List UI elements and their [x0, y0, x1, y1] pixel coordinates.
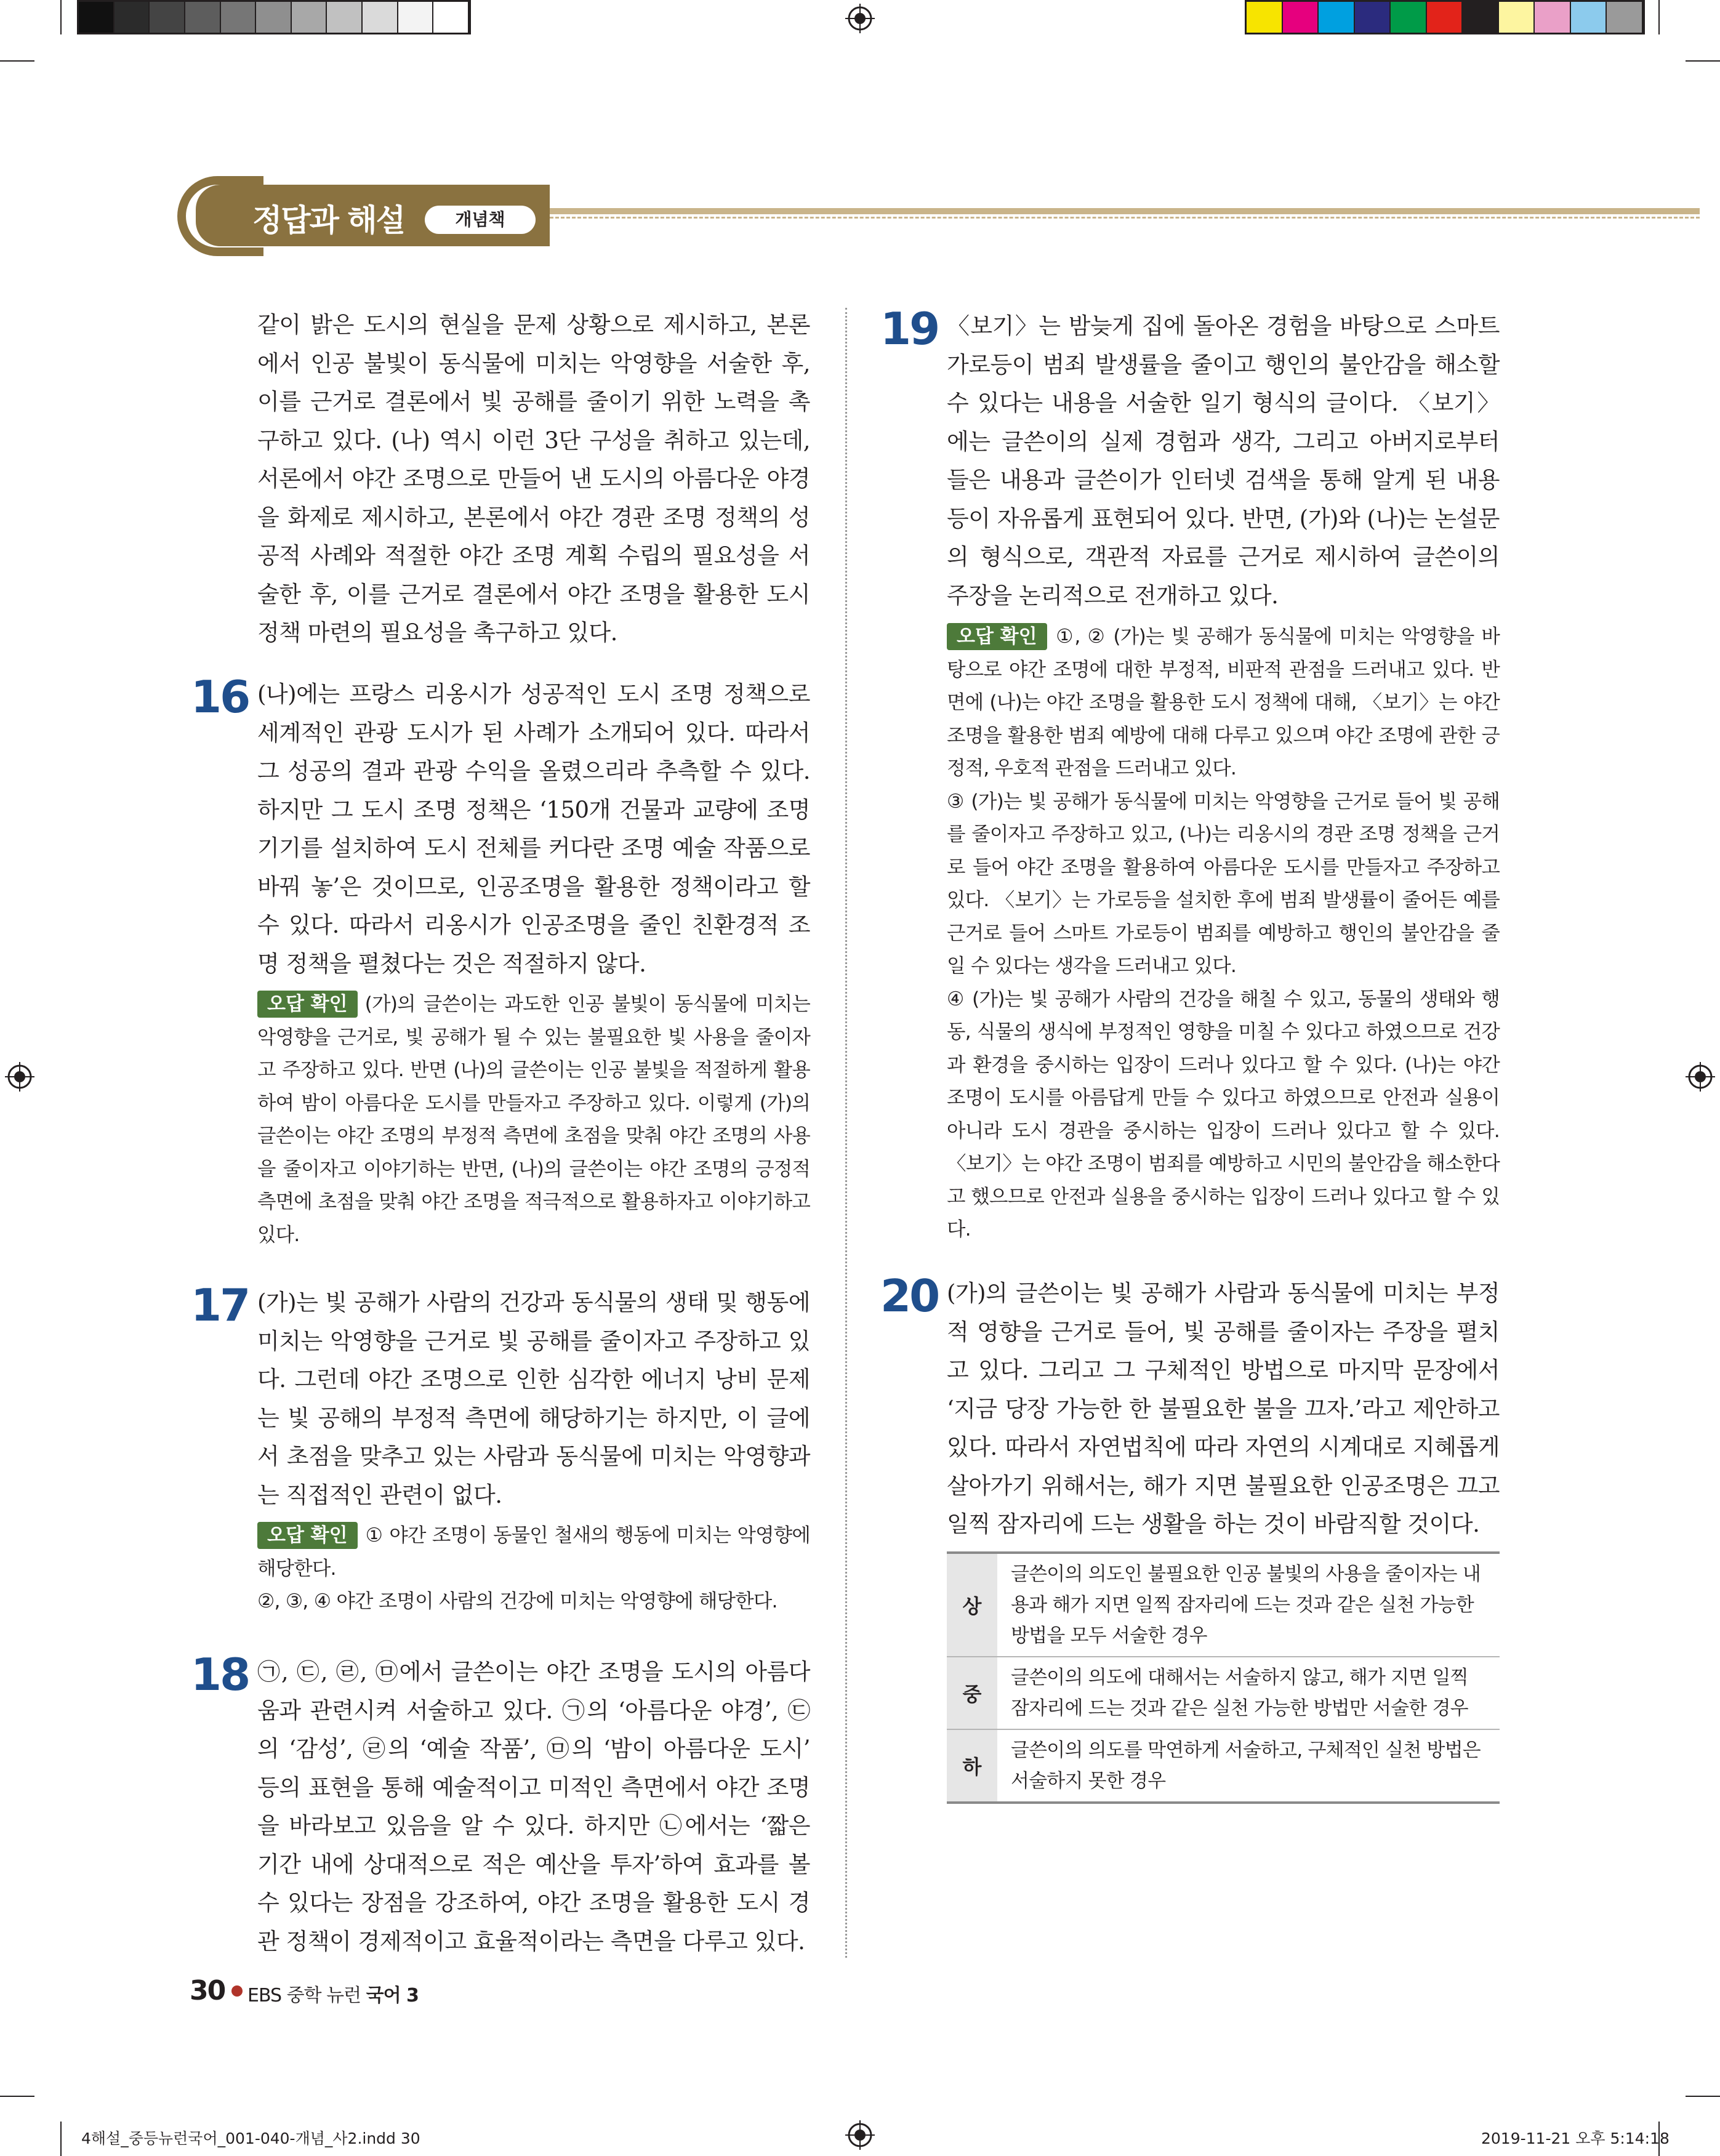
crop-mark — [1658, 0, 1660, 34]
wrong-check-text: ④ (가)는 빛 공해가 사람의 건강을 해칠 수 있고, 동물의 생태와 행동, 식물의 생식에 부정적인 영향을 미칠 수 있다고 하였으므로 건강과 환경을 중시하는 입장이 드러나 있다고 할 수 있다. (나)는 야간 조명이 도시를 아름답게 만들 수 있다고 하였으므로 안전과 실용이 아니라 도시 경관을 중시하는 입장이 드러나 있다고 할 수 있다. 〈보기〉는 야간 조명이 범죄를 예방하고 시민의 불안감을 해소한다고 했으므로 안전과 실용을 중시하는 입장이 드러나 있다고 할 수 있다. — [947, 987, 1500, 1241]
question-number-16: 16 — [191, 671, 249, 723]
rubric-row — [947, 1553, 1500, 1657]
calibration-swatch — [433, 2, 469, 33]
calibration-swatch — [79, 2, 115, 33]
calibration-swatch — [327, 2, 363, 33]
book-title — [247, 1980, 419, 2007]
answer-19: 〈보기〉는 밤늦게 집에 돌아온 경험을 바탕으로 스마트 가로등이 범죄 발생률을 줄이고 행인의 불안감을 해소할 수 있다는 내용을 서술한 일기 형식의 글이다. 〈보기〉에는 글쓴이의 실제 경험과 생각, 그리고 아버지로부터 들은 내용과 글쓴이가 인터넷 검색을 통해 알게 된 내용 등이 자유롭게 표현되어 있다. 반면, (가)와 (나)는 논설문의 형식으로, 객관적 자료를 근거로 제시하여 글쓴이의 주장을 논리적으로 전개하고 있다. — [947, 313, 1500, 609]
calibration-swatch — [1499, 2, 1535, 33]
rubric-row — [947, 1657, 1500, 1729]
registration-target-icon — [1686, 1062, 1715, 1092]
registration-target-icon — [845, 4, 875, 33]
wrong-check-text: ②, ③, ④ 야간 조명이 사람의 건강에 미치는 악영향에 해당한다. — [257, 1590, 778, 1612]
slug-file-info: 4해설_중등뉴런국어_001-040-개념_사2.indd 30 — [81, 2130, 420, 2147]
calibration-swatch — [1535, 2, 1571, 33]
question-number-18: 18 — [191, 1649, 249, 1700]
question-number-20: 20 — [880, 1270, 939, 1322]
wrong-check-badge: 오답 확인 — [257, 1522, 358, 1549]
wrong-check-text: ①, ② (가)는 빛 공해가 동식물에 미치는 악영향을 바탕으로 야간 조명에 대한 부정적, 비판적 관점을 드러내고 있다. 반면에 (나)는 야간 조명을 활용한 도시 정책에 대해, 〈보기〉는 야간 조명을 활용한 범죄 예방에 대해 다루고 있으며 야간 조명에 관한 긍정적, 우호적 관점을 드러내고 있다. — [947, 625, 1500, 779]
color-calibration-strip — [1245, 0, 1645, 34]
rubric-description: 글쓴이의 의도인 불필요한 인공 불빛의 사용을 줄이자는 내용과 해가 지면 일찍 잠자리에 드는 것과 같은 실천 가능한 방법을 모두 서술한 경우 — [1011, 1563, 1481, 1647]
wrong-check-text: (가)의 글쓴이는 과도한 인공 불빛이 동식물에 미치는 악영향을 근거로, 빛 공해가 될 수 있는 불필요한 빛 사용을 줄이자고 주장하고 있다. 반면 (나)의 글쓴이는 인공 불빛을 적절하게 활용하여 밤이 아름다운 도시를 만들자고 주장하고 있다. 이렇게 (가)의 글쓴이는 야간 조명의 부정적 측면에 초점을 맞춰 야간 조명의 사용을 줄이자고 이야기하는 반면, (나)의 글쓴이는 야간 조명의 긍정적 측면에 초점을 맞춰 야간 조명을 적극적으로 활용하자고 이야기하고 있다. — [257, 993, 810, 1246]
wrong-check-text: ① 야간 조명이 동물인 철새의 행동에 미치는 악영향에 해당한다. — [257, 1524, 810, 1580]
answer-20: (가)의 글쓴이는 빛 공해가 사람과 동식물에 미치는 부정적 영향을 근거로 들어, 빛 공해를 줄이자는 주장을 펼치고 있다. 그리고 그 구체적인 방법으로 마지막 문장에서 ‘지금 당장 가능한 한 불필요한 불을 끄자.’라고 제안하고 있다. 따라서 자연법칙에 따라 자연의 시계대로 지혜롭게 살아가기 위해서는, 해가 지면 불필요한 인공조명은 끄고 일찍 잠자리에 드는 생활을 하는 것이 바람직할 것이다. — [947, 1280, 1500, 1537]
section-title: 정답과 해설 — [252, 203, 404, 238]
wrong-check-text: ③ (가)는 빛 공해가 동식물에 미치는 악영향을 근거로 들어 빛 공해를 줄이자고 주장하고 있고, (나)는 리옹시의 경관 조명 정책을 근거로 들어 야간 조명을 활용하여 아름다운 도시를 만들자고 주장하고 있다. 〈보기〉는 가로등을 설치한 후에 범죄 발생률이 줄어든 예를 근거로 들어 스마트 가로등이 범죄를 예방하고 행인의 불안감을 줄일 수 있다는 생각을 드러내고 있다. — [947, 790, 1500, 977]
calibration-swatch — [256, 2, 292, 33]
wrong-check-badge: 오답 확인 — [257, 991, 358, 1018]
rubric-description: 글쓴이의 의도에 대해서는 서술하지 않고, 해가 지면 일찍 잠자리에 드는 것과 같은 실천 가능한 방법만 서술한 경우 — [997, 1657, 1500, 1729]
rubric-level: 중 — [947, 1657, 997, 1729]
calibration-swatch — [150, 2, 185, 33]
wrong-check-16 — [257, 988, 810, 1252]
crop-mark — [0, 2096, 34, 2097]
calibration-swatch — [1427, 2, 1463, 33]
crop-mark — [1686, 2096, 1720, 2097]
rubric-level: 상 — [947, 1553, 997, 1657]
book-badge: 개념책 — [425, 206, 536, 234]
question-number-19: 19 — [880, 303, 939, 355]
answer-16: (나)에는 프랑스 리옹시가 성공적인 도시 조명 정책으로 세계적인 관광 도시가 된 사례가 소개되어 있다. 따라서 그 성공의 결과 관광 수익을 올렸으리라 추측할 수 있다. 하지만 그 도시 조명 정책은 ‘150개 건물과 교량에 조명 기기를 설치하여 도시 전체를 커다란 조명 예술 작품으로 바꿔 놓’은 것이므로, 인공조명을 활용한 정책이라고 할 수 있다. 따라서 리옹시가 인공조명을 줄인 친환경적 조명 정책을 펼쳤다는 것은 적절하지 않다. — [257, 681, 810, 977]
book-title-subject: 국어 3 — [366, 1985, 419, 2006]
answer-18: ㉠, ㉢, ㉣, ㉤에서 글쓴이는 야간 조명을 도시의 아름다움과 관련시켜 서술하고 있다. ㉠의 ‘아름다운 야경’, ㉢의 ‘감성’, ㉣의 ‘예술 작품’, ㉤의 ‘밤이 아름다운 도시’ 등의 표현을 통해 예술적이고 미적인 측면에서 야간 조명을 바라보고 있음을 알 수 있다. 하지만 ㉡에서는 ‘짧은 기간 내에 상대적으로 적은 예산을 투자’하여 효과를 볼 수 있다는 장점을 강조하여, 야간 조명을 활용한 도시 경관 정책이 경제적이고 효율적이라는 측면을 다루고 있다. — [257, 1659, 810, 1955]
registration-target-icon — [5, 1062, 34, 1092]
header-rule — [550, 208, 1700, 214]
grayscale-calibration-strip — [77, 0, 471, 34]
calibration-swatch — [1391, 2, 1427, 33]
calibration-swatch — [1319, 2, 1355, 33]
book-title-prefix: EBS 중학 뉴런 — [247, 1985, 361, 2006]
rubric-level: 하 — [947, 1729, 997, 1803]
calibration-swatch — [1463, 2, 1499, 33]
calibration-swatch — [292, 2, 328, 33]
crop-mark — [1686, 60, 1720, 62]
slug-datetime: 2019-11-21 오후 5:14:18 — [1481, 2130, 1670, 2147]
calibration-swatch — [115, 2, 150, 33]
bullet-dot-icon — [231, 1985, 243, 1997]
calibration-swatch — [1607, 2, 1643, 33]
scoring-rubric-table — [947, 1551, 1500, 1804]
registration-target-icon — [845, 2120, 875, 2150]
column-divider — [845, 308, 847, 1958]
answer-17: (가)는 빛 공해가 사람의 건강과 동식물의 생태 및 행동에 미치는 악영향을 근거로 빛 공해를 줄이자고 주장하고 있다. 그런데 야간 조명으로 인한 심각한 에너지 낭비 문제는 빛 공해의 부정적 측면에 해당하기는 하지만, 이 글에서 초점을 맞추고 있는 사람과 동식물에 미치는 악영향과는 직접적인 관련이 없다. — [257, 1289, 810, 1508]
calibration-swatch — [1355, 2, 1391, 33]
crop-mark — [0, 60, 34, 62]
calibration-swatch — [1571, 2, 1607, 33]
crop-mark — [60, 0, 62, 34]
page-number: 30 — [190, 1975, 225, 2006]
rubric-description: 글쓴이의 의도를 막연하게 서술하고, 구체적인 실천 방법은 서술하지 못한 경우 — [997, 1729, 1500, 1803]
calibration-swatch — [221, 2, 257, 33]
calibration-swatch — [185, 2, 221, 33]
calibration-swatch — [398, 2, 434, 33]
previous-answer-continuation: 같이 밝은 도시의 현실을 문제 상황으로 제시하고, 본론에서 인공 불빛이 동식물에 미치는 악영향을 서술한 후, 이를 근거로 결론에서 빛 공해를 줄이기 위한 노력을 촉구하고 있다. (나) 역시 이런 3단 구성을 취하고 있는데, 서론에서 야간 조명으로 만들어 낸 도시의 아름다운 야경을 화제로 제시하고, 본론에서 야간 경관 조명 정책의 성공적 사례와 적절한 야간 조명 계획 수립의 필요성을 서술한 후, 이를 근거로 결론에서 야간 조명을 활용한 도시 정책 마련의 필요성을 촉구하고 있다. — [257, 312, 810, 646]
wrong-check-19 — [947, 621, 1500, 1247]
header-dashed-rule — [550, 217, 1700, 219]
wrong-check-17 — [257, 1519, 810, 1619]
calibration-swatch — [1283, 2, 1319, 33]
question-number-17: 17 — [191, 1279, 249, 1331]
calibration-swatch — [363, 2, 398, 33]
rubric-row — [947, 1729, 1500, 1803]
calibration-swatch — [1247, 2, 1283, 33]
crop-mark — [60, 2122, 62, 2156]
wrong-check-badge: 오답 확인 — [947, 623, 1047, 650]
